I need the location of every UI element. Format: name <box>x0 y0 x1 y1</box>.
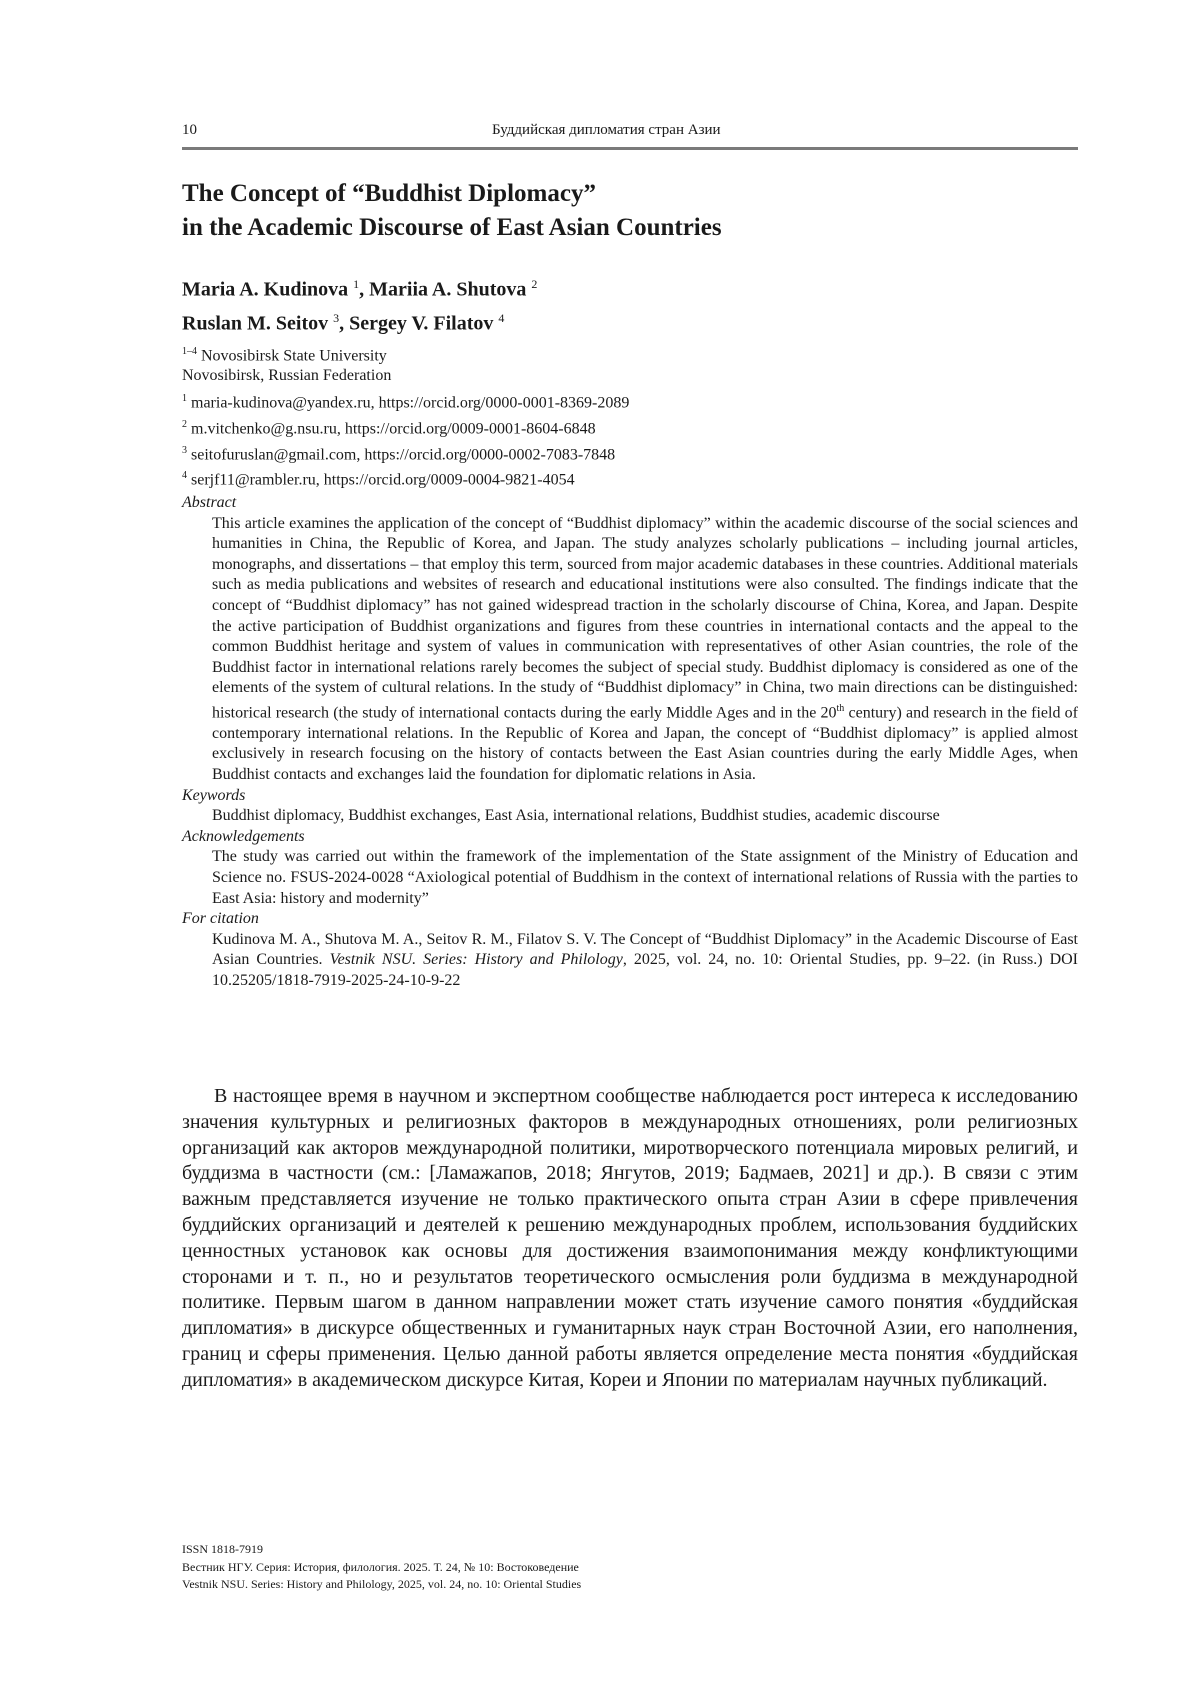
author-name: Sergey V. Filatov <box>349 312 494 335</box>
abstract-block <box>182 493 1078 992</box>
citation-journal: Vestnik NSU. Series: History and Philology <box>329 951 623 969</box>
acknowledgements-label: Acknowledgements <box>182 827 305 845</box>
contact-item: $^3$ seitofuruslan@gmail.com, https://orcid.org/0000-0002-7083-7848 <box>182 444 616 463</box>
footer-en-journal: Vestnik NSU. Series: History and Philology, 2025, vol. 24, no. 10: Oriental Studies <box>182 1577 582 1591</box>
title-line-1: The Concept of “Buddhist Diplomacy” <box>182 180 596 207</box>
keywords-text: Buddhist diplomacy, Buddhist exchanges, East Asia, international relations, Buddhist studies, academic discourse <box>212 807 940 825</box>
author-number: 4 <box>498 310 505 325</box>
acknowledgements-text: The study was carried out within the framework of the implementation of the State assignment of the Ministry of Education and Science no. FSUS-2024-0028 “Axiological potential of Buddhism in the context of international relations of Russia with the parties to East Asia: history and modernity” <box>212 848 1078 907</box>
body-paragraph: В настоящее время в научном и экспертном сообществе наблюдается рост интереса к исследованию значения культурных и религиозных факторов в международных отношениях, роли религиозных организаций как акторов международной политики, миротворческого потенциала мировых религий, и буддизма в частности (см.: [Ламажапов, 2018; Янгутов, 2019; Бадмаев, 2021] и др.). В связи с этим важным представляется изучение не только практического опыта стран Азии в сфере привлечения буддийских организаций и деятелей к решению международных проблем, использования буддийских ценностных установок как основы для достижения взаимопонимания между конфликтующими сторонами и т. п., но и результатов теоретического осмысления роли буддизма в международной политике. Первым шагом в данном направлении может стать изучение самого понятия «буддийская дипломатия» в дискурсе общественных и гуманитарных наук стран Восточной Азии, его наполнения, границ и сферы применения. Целью данной работы является определение места понятия «буддийская дипломатия» в академическом дискурсе Китая, Кореи и Японии по материалам научных публикаций. <box>182 1085 1078 1391</box>
footer-issn: ISSN 1818-7919 <box>182 1542 264 1556</box>
contact-list <box>182 388 629 491</box>
article-title <box>182 177 1062 245</box>
author-line-2: Ruslan M. Seitov $^3$, Sergey V. Filatov $^4$ <box>182 310 505 335</box>
footer-ru-journal: Вестник НГУ. Серия: История, филология. 2025. Т. 24, № 10: Востоковедение <box>182 1559 579 1574</box>
running-title: Буддийская дипломатия стран Азии <box>492 122 721 138</box>
page-footer <box>182 1541 581 1594</box>
author-number: 1 <box>353 277 360 291</box>
contact-item: $^2$ m.vitchenko@g.nsu.ru, https://orcid.org/0009-0001-8604-6848 <box>182 418 596 438</box>
affiliation <box>182 342 391 386</box>
author-number: 3 <box>333 310 340 325</box>
page-header <box>182 120 1078 146</box>
contact-item: $^1$ maria-kudinova@yandex.ru, https://orcid.org/0000-0001-8369-2089 <box>182 393 630 412</box>
title-line-2: in the Academic Discourse of East Asian Countries <box>182 214 722 241</box>
citation-label: For citation <box>182 910 259 928</box>
abstract-label: Abstract <box>182 494 237 511</box>
affiliation-range: 1–4 <box>182 346 197 357</box>
author-name: Mariia A. Shutova <box>369 278 527 301</box>
keywords-label: Keywords <box>182 786 246 804</box>
affiliation-university: $^{1-4}$ Novosibirsk State University <box>182 346 387 365</box>
author-number: 2 <box>531 277 538 291</box>
citation-text: Kudinova M. A., Shutova M. A., Seitov R. M., Filatov S. V. The Concept of “Buddhist Diplomacy” in the Academic Discourse of East Asian Countries. Vestnik NSU. Series: History and Philology, 2025, vol. 24, no. 10: Oriental Studies, pp. 9–22. (in Russ.) DOI 10.25205/1818-7919-2025-24-10-9-22 <box>212 930 1079 989</box>
contact-item: $^4$ serjf11@rambler.ru, https://orcid.org/0009-0004-9821-4054 <box>182 470 575 489</box>
affiliation-city: Novosibirsk, Russian Federation <box>182 367 392 385</box>
abstract-text: This article examines the application of the concept of “Buddhist diplomacy” within the academic discourse of the social sciences and humanities in China, the Republic of Korea, and Japan. The study analyzes scholarly publications – including journal articles, monographs, and dissertations – that employ this term, sourced from major academic databases in these countries. Additional materials such as media publications and websites of research and educational institutions were also consulted. The findings indicate that the concept of “Buddhist diplomacy” has not gained widespread traction in the scholarly discourse of China, Korea, and Japan. Despite the active participation of Buddhist organizations and figures from these countries in international contacts and the appeal to the common Buddhist heritage and system of values in communication with representatives of other Asian countries, the role of the Buddhist factor in international relations rarely becomes the subject of special study. Buddhist diplomacy is considered as one of the elements of the system of cultural relations. In the study of “Buddhist diplomacy” in China, two main directions can be distinguished: historical research (the study of international contacts during the early Middle Ages and in the 20th century) and research in the field of contemporary international relations. In the Republic of Korea and Japan, the concept of “Buddhist diplomacy” is applied almost exclusively in research focusing on the history of contacts between the East Asian countries during the early Middle Ages, when Buddhist contacts and exchanges laid the foundation for diplomatic relations in Asia. <box>212 514 1078 784</box>
author-name: Ruslan M. Seitov <box>182 312 329 335</box>
author-list <box>182 270 537 337</box>
header-rule <box>182 147 1078 150</box>
page-number: 10 <box>182 122 197 138</box>
author-line-1: Maria A. Kudinova $^1$, Mariia A. Shutova $^2$ <box>182 277 538 301</box>
author-name: Maria A. Kudinova <box>182 278 349 301</box>
